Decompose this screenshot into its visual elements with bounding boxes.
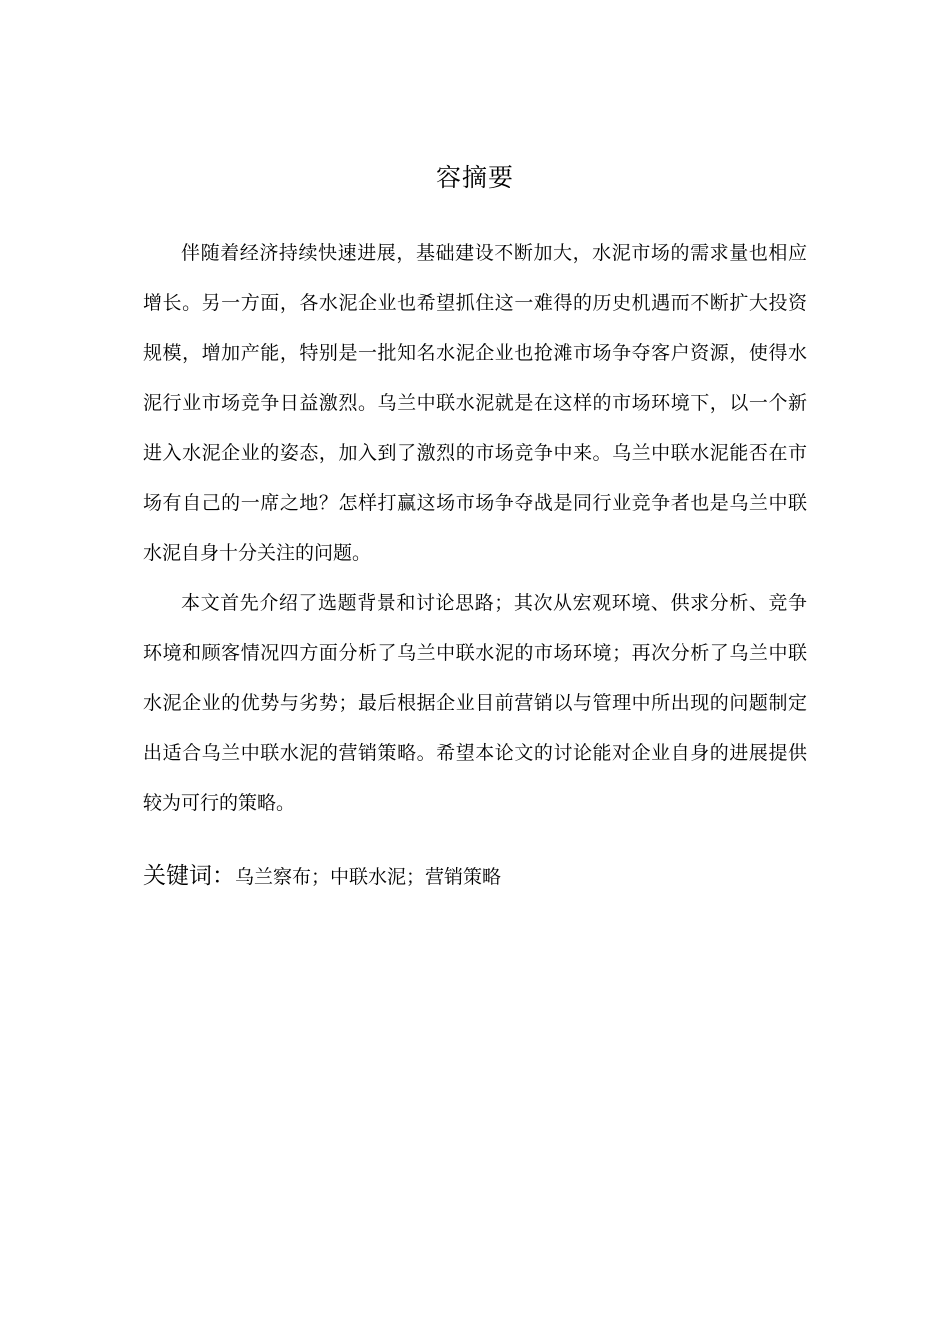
keywords-label: 关键词： <box>143 863 235 889</box>
page-title: 容摘要 <box>435 163 514 192</box>
abstract-paragraph-1: 伴随着经济持续快速进展，基础建设不断加大，水泥市场的需求量也相应增长。另一方面，各水泥企业也希望抓住这一难得的历史机遇而不断扩大投资规模，增加产能，特别是一批知名水泥企业也抢滩市场争夺客户资源，使得水泥行业市场竞争日益激烈。乌兰中联水泥就是在这样的市场环境下，以一个新进入水泥企业的姿态，加入到了激烈的市场竞争中来。乌兰中联水泥能否在市场有自己的一席之地？怎样打赢这场市场争夺战是同行业竞争者也是乌兰中联水泥自身十分关注的问题。 <box>143 242 807 564</box>
keywords-value: 乌兰察布；中联水泥；营销策略 <box>235 866 502 888</box>
abstract-paragraph-2: 本文首先介绍了选题背景和讨论思路；其次从宏观环境、供求分析、竞争环境和顾客情况四方面分析了乌兰中联水泥的市场环境；再次分析了乌兰中联水泥企业的优势与劣势；最后根据企业目前营销以与管理中所出现的问题制定出适合乌兰中联水泥的营销策略。希望本论文的讨论能对企业自身的进展提供较为可行的策略。 <box>143 592 807 814</box>
keywords-line <box>143 856 807 898</box>
